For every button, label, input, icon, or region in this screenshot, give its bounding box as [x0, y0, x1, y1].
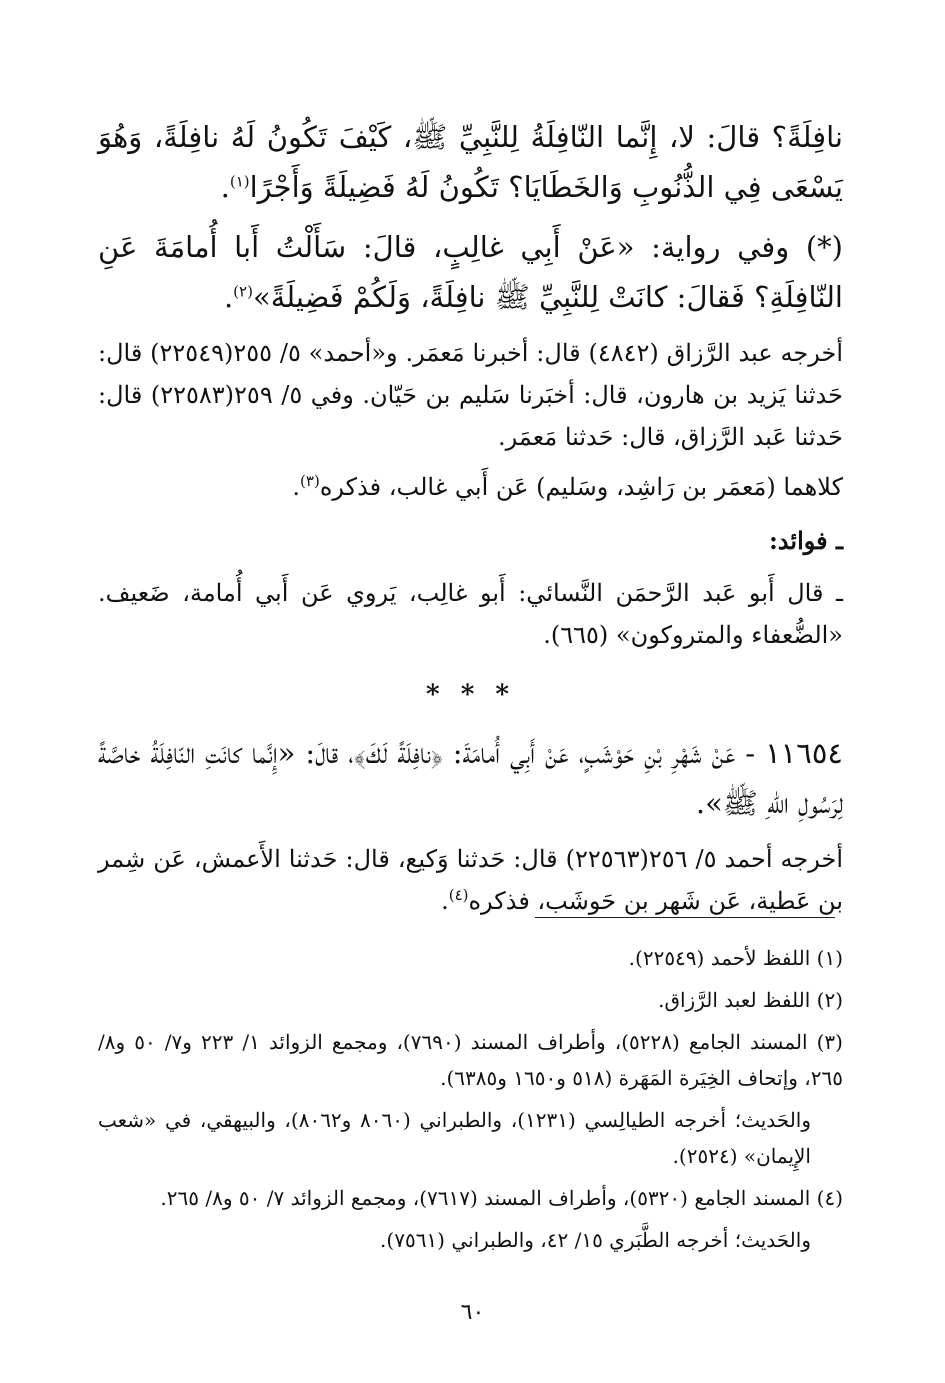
footnote-2: (٢) اللفظ لعبد الرَّزاق. [658, 988, 843, 1012]
takhrij-paragraph-2: أخرجه أحمد ٥/ ٢٥٦(٢٢٥٦٣) قال: حَدثنا وَكيع، قال: حَدثنا الأَعمش، عَن شِمر بن عَطية، عَن شَهر بن حَوشَب، فذكره$^{(٤)}$. [98, 845, 844, 915]
footnote-divider [535, 917, 835, 918]
footnote-4: (٤) المسند الجامع (٥٣٢٠)، وأطراف المسند (٧٦١٧)، ومجمع الزوائد ٧/ ٥٠ و٨/ ٢٦٥. [160, 1186, 843, 1210]
hadith-continuation: نافِلَةً؟ قالَ: لا، إِنَّما النّافِلَةُ لِلنَّبِيِّ ﷺ، كَيْفَ تَكُونُ لَهُ نافِلَةً، وَهُوَ يَسْعَى فِي الذُّنُوبِ وَالخَطَايَا؟ تَكُونُ لَهُ فَضِيلَةً وَأَجْرًا$^{(١)}$. [98, 120, 843, 204]
footnotes [98, 940, 843, 1264]
takhrij-paragraph: أخرجه عبد الرَّزاق (٤٨٤٢) قال: أخبرنا مَعمَر. و«أحمد» ٥/ ٢٥٥(٢٢٥٤٩) قال: حَدثنا يَزيد بن هارون، قال: أخبَرنا سَليم بن حَيّان. وفي ٥/ ٢٥٩(٢٢٥٨٣) قال: حَدثنا عَبد الرَّزاق، قال: حَدثنا مَعمَر. [98, 339, 843, 451]
benefits-paragraph: ـ قال أَبو عَبد الرَّحمَن النَّسائي: أَبو غالِب، يَروي عَن أَبي أُمامة، ضَعيف. «الضُّعفاء والمتروكون» (٦٦٥). [98, 579, 843, 649]
footnote-ref-3[interactable]: (٣) [300, 472, 320, 490]
footnote-1: (١) اللفظ لأحمد (٢٢٥٤٩). [628, 946, 843, 970]
both-narrators-paragraph: كلاهما (مَعمَر بن رَاشِد، وسَليم) عَن أَبي غالب، فذكره$^{(٣)}$. [292, 472, 843, 501]
footnote-3: (٣) المسند الجامع (٥٢٢٨)، وأطراف المسند (٧٦٩٠)، ومجمع الزوائد ١/ ٢٢٣ و٧/ ٥٠ و٨/ ٢٦٥، وإتحاف الخِيَرة المَهَرة (٥١٨ و١٦٥٠ و٦٣٨٥). [98, 1030, 843, 1090]
footnote-ref-1[interactable]: (١) [229, 172, 250, 191]
page-number: ٦٠ [460, 1300, 485, 1325]
hadith-11654: ١١٦٥٤ - عَنْ شَهْرِ بْنِ حَوْشَبٍ، عَنْ أَبِي أُمامَةَ: ﴿نافِلَةً لَكَ﴾، قالَ: «إِنَّما كانَتِ النّافِلَةُ خاصَّةً لِرَسُولِ اللهِ ﷺ». [98, 736, 843, 820]
main-text [98, 112, 843, 930]
footnote-4-continuation: والحَديث؛ أخرجه الطَّبَري ١٥/ ٤٢، والطبراني (٧٥٦١). [380, 1228, 811, 1252]
alternate-narration: (*) وفي رواية: «عَنْ أَبِي غالِبٍ، قالَ: سَأَلْتُ أَبا أُمامَةَ عَنِ النّافِلَةِ؟ فَقالَ: كانَتْ لِلنَّبِيِّ ﷺ نافِلَةً، وَلَكُمْ فَضِيلَةً»$^{(٢)}$. [98, 230, 843, 314]
footnote-ref-2[interactable]: (٢) [233, 282, 253, 301]
section-separator: * * * [426, 680, 515, 710]
benefits-heading: ـ فوائد: [768, 526, 843, 555]
footnote-3-continuation: والحَديث؛ أخرجه الطيالِسي (١٢٣١)، والطبراني (٨٠٦٠ و٨٠٦٢)، والبيهقي، في «شعب الإِيمان» (٢٥٢٤). [98, 1108, 811, 1168]
footnote-ref-4[interactable]: (٤) [448, 886, 469, 904]
